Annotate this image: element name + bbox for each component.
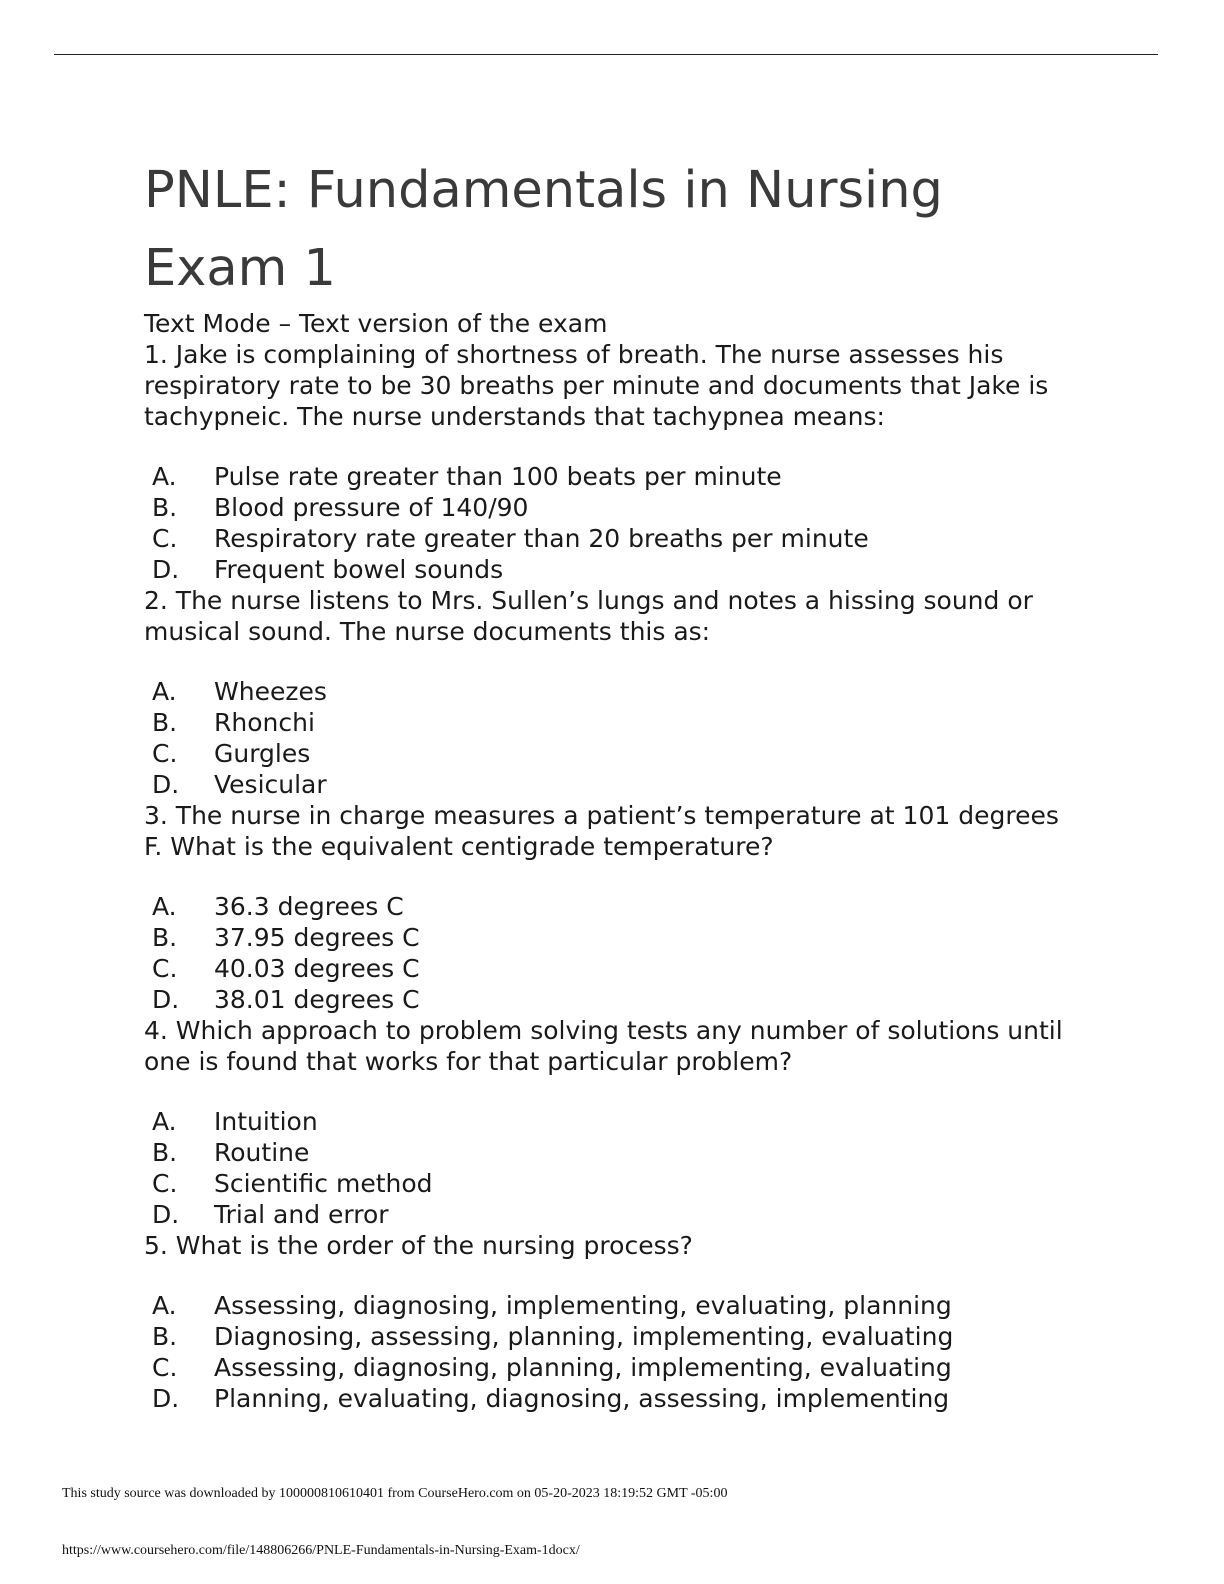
option-letter: C.: [152, 524, 178, 553]
option-text: Routine: [214, 1138, 310, 1167]
question-text: 1. Jake is complaining of shortness of breath. The nurse assesses his respiratory rate to be 30 breaths per minute and documents that Jake is tachypneic. The nurse understands that tachypnea means:: [144, 340, 1049, 431]
option-a: [144, 891, 1084, 922]
option-letter: A.: [152, 677, 177, 706]
option-list: [144, 1106, 1084, 1230]
option-list: [144, 676, 1084, 800]
question-3: [144, 800, 1084, 1015]
option-letter: C.: [152, 954, 178, 983]
option-b: [144, 922, 1084, 953]
option-list: [144, 461, 1084, 585]
option-letter: B.: [152, 923, 178, 952]
document-subtitle: Text Mode – Text version of the exam: [144, 309, 608, 338]
option-c: [144, 523, 1084, 554]
option-text: Assessing, diagnosing, implementing, evaluating, planning: [214, 1291, 952, 1320]
option-d: [144, 769, 1084, 800]
option-letter: D.: [152, 985, 180, 1014]
option-text: Respiratory rate greater than 20 breaths per minute: [214, 524, 869, 553]
document-title: PNLE: Fundamentals in Nursing Exam 1: [144, 161, 943, 298]
question-text: 4. Which approach to problem solving tests any number of solutions until one is found that works for that particular problem?: [144, 1016, 1063, 1076]
option-a: [144, 676, 1084, 707]
option-text: 40.03 degrees C: [214, 954, 420, 983]
option-list: [144, 1290, 1084, 1414]
option-d: [144, 1383, 1084, 1414]
top-divider: [54, 54, 1158, 55]
question-1: [144, 339, 1084, 585]
option-text: Vesicular: [214, 770, 327, 799]
option-letter: A.: [152, 462, 177, 491]
option-b: [144, 707, 1084, 738]
option-text: Wheezes: [214, 677, 327, 706]
option-letter: D.: [152, 1384, 180, 1413]
document-body: [144, 152, 1084, 1414]
option-letter: A.: [152, 892, 177, 921]
option-letter: C.: [152, 1353, 178, 1382]
option-c: [144, 1168, 1084, 1199]
option-text: 36.3 degrees C: [214, 892, 404, 921]
download-source-note: This study source was downloaded by 100000810610401 from CourseHero.com on 05-20-2023 18:19:52 GMT -05:00: [62, 1486, 728, 1501]
option-d: [144, 984, 1084, 1015]
option-text: Assessing, diagnosing, planning, implementing, evaluating: [214, 1353, 952, 1382]
question-text: 5. What is the order of the nursing process?: [144, 1231, 693, 1260]
option-text: Pulse rate greater than 100 beats per minute: [214, 462, 782, 491]
option-text: Frequent bowel sounds: [214, 555, 504, 584]
option-letter: B.: [152, 1138, 178, 1167]
option-letter: C.: [152, 739, 178, 768]
option-text: Blood pressure of 140/90: [214, 493, 529, 522]
option-text: Rhonchi: [214, 708, 315, 737]
question-text: 2. The nurse listens to Mrs. Sullen’s lungs and notes a hissing sound or musical sound. The nurse documents this as:: [144, 586, 1033, 646]
option-text: 38.01 degrees C: [214, 985, 420, 1014]
option-letter: D.: [152, 1200, 180, 1229]
option-c: [144, 1352, 1084, 1383]
option-text: Scientific method: [214, 1169, 433, 1198]
question-4: [144, 1015, 1084, 1230]
option-letter: B.: [152, 1322, 178, 1351]
question-2: [144, 585, 1084, 800]
option-a: [144, 1106, 1084, 1137]
option-c: [144, 738, 1084, 769]
option-text: 37.95 degrees C: [214, 923, 420, 952]
option-letter: C.: [152, 1169, 178, 1198]
option-b: [144, 492, 1084, 523]
option-d: [144, 1199, 1084, 1230]
option-list: [144, 891, 1084, 1015]
option-text: Planning, evaluating, diagnosing, assessing, implementing: [214, 1384, 950, 1413]
option-letter: A.: [152, 1291, 177, 1320]
option-b: [144, 1137, 1084, 1168]
option-text: Gurgles: [214, 739, 311, 768]
option-b: [144, 1321, 1084, 1352]
option-c: [144, 953, 1084, 984]
option-text: Diagnosing, assessing, planning, implementing, evaluating: [214, 1322, 954, 1351]
option-a: [144, 461, 1084, 492]
source-url: https://www.coursehero.com/file/148806266/PNLE-Fundamentals-in-Nursing-Exam-1docx/: [62, 1543, 580, 1558]
option-letter: B.: [152, 493, 178, 522]
option-letter: B.: [152, 708, 178, 737]
question-5: [144, 1230, 1084, 1414]
option-letter: D.: [152, 555, 180, 584]
question-text: 3. The nurse in charge measures a patient’s temperature at 101 degrees F. What is the equivalent centigrade temperature?: [144, 801, 1059, 861]
option-text: Trial and error: [214, 1200, 389, 1229]
option-letter: A.: [152, 1107, 177, 1136]
option-letter: D.: [152, 770, 180, 799]
option-a: [144, 1290, 1084, 1321]
option-d: [144, 554, 1084, 585]
option-text: Intuition: [214, 1107, 318, 1136]
